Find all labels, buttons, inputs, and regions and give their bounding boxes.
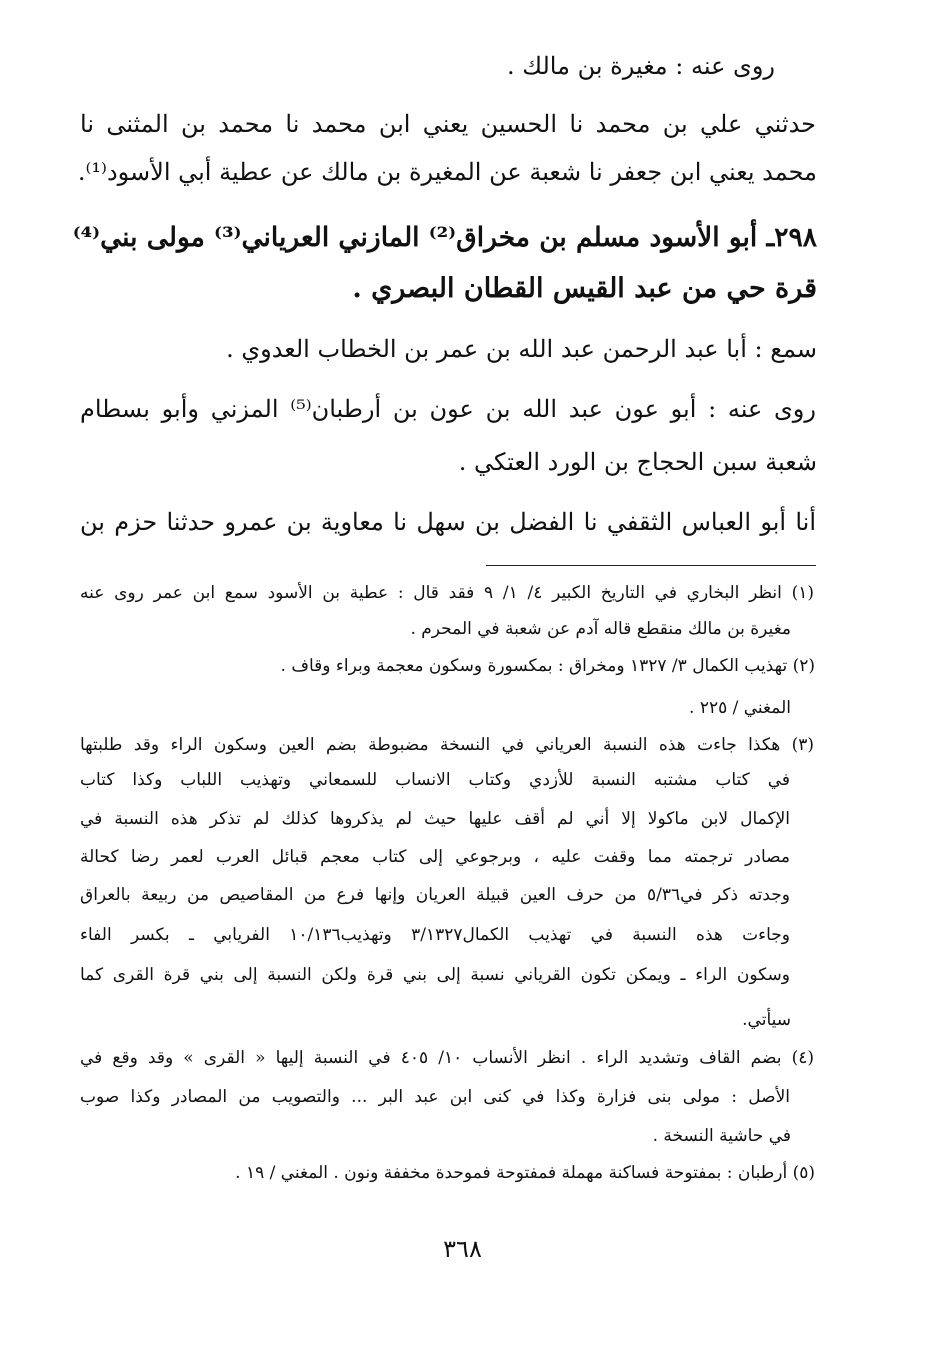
entry-heading: ٢٩٨ـ أبو الأسود مسلم بن مخراق⁽²⁾ المازني العرياني⁽³⁾ مولى بني⁽⁴⁾ <box>72 222 817 253</box>
footnote-1-cont: مغيرة بن مالك منقطع قاله آدم عن شعبة في المحرم . <box>410 619 791 639</box>
footnote-3-cont: وسكون الراء ـ ويمكن تكون القرياني نسبة إلى بني قرة ولكن النسبة إلى بني قرة القرى كما <box>80 965 790 985</box>
footnote-4: (٤) بضم القاف وتشديد الراء . انظر الأنساب ١٠/ ٤٠٥ في النسبة إليها « القرى » وقد وقع في <box>80 1048 814 1068</box>
body-line: حدثني علي بن محمد نا الحسين يعني ابن محمد نا محمد بن المثنى نا <box>80 110 817 138</box>
footnote-3-cont: وجاءت هذه النسبة في تهذيب الكمال٣/١٣٢٧ وتهذيب١٠/١٣٦ الفريابي ـ بكسر الفاء <box>80 925 790 945</box>
footnote-1: (١) انظر البخاري في التاريخ الكبير ٤/ ١/ ٩ فقد قال : عطية بن الأسود سمع ابن عمر روى عنه <box>80 583 815 603</box>
footnote-5: (٥) أرطبان : بمفتوحة فساكنة مهملة فمفتوحة فموحدة مخففة ونون . المغني / ١٩ . <box>235 1163 815 1183</box>
footnote-3-cont: سيأتي. <box>742 1010 791 1030</box>
footnote-separator <box>486 565 816 566</box>
body-line: أنا أبو العباس الثقفي نا الفضل بن سهل نا معاوية بن عمرو حدثنا حزم بن <box>80 508 816 536</box>
footnote-2: (٢) تهذيب الكمال ٣/ ١٣٢٧ ومخراق : بمكسورة وسكون معجمة وبراء وقاف . <box>280 656 815 676</box>
body-line: روى عنه : مغيرة بن مالك . <box>506 52 775 80</box>
footnote-2-cont: المغني / ٢٢٥ . <box>689 698 791 718</box>
body-line: روى عنه : أبو عون عبد الله بن عون بن أرطبان⁽⁵⁾ المزني وأبو بسطام <box>80 395 816 423</box>
entry-heading: قرة حي من عبد القيس القطان البصري . <box>352 273 817 304</box>
body-line: سمع : أبا عبد الرحمن عبد الله بن عمر بن الخطاب العدوي . <box>226 335 817 363</box>
footnote-3-cont: وجدته ذكر في٥/٣٦ من حرف العين قبيلة العريان وإنها فرع من المقاصيص من ربيعة بالعراق <box>80 885 790 905</box>
body-line: محمد يعني ابن جعفر نا شعبة عن المغيرة بن مالك عن عطية أبي الأسود⁽¹⁾. <box>77 158 817 186</box>
body-line: شعبة سبن الحجاج بن الورد العتكي . <box>458 448 817 476</box>
footnote-3: (٣) هكذا جاءت هذه النسبة العرياني في النسخة مضبوطة بضم العين وسكون الراء وقد طلبتها <box>80 735 814 755</box>
footnote-3-cont: في كتاب مشتبه النسبة للأزدي وكتاب الانساب للسمعاني وتهذيب اللباب وكذا كتاب <box>80 770 790 790</box>
footnote-4-cont: الأصل : مولى بنى فزارة وكذا في كنى ابن عبد البر ... والتصويب من المصادر وكذا صوب <box>80 1087 790 1107</box>
page-number: ٣٦٨ <box>443 1235 482 1263</box>
footnote-3-cont: الإكمال لابن ماكولا إلا أني لم أقف عليها حيث لم يذكروها كذلك لم تذكر هذه النسبة في <box>80 809 790 829</box>
footnote-3-cont: مصادر ترجمته مما وقفت عليه ، وبرجوعي إلى كتاب معجم قبائل العرب لعمر رضا كحالة <box>80 847 790 867</box>
footnote-4-cont: في حاشية النسخة . <box>652 1126 791 1146</box>
